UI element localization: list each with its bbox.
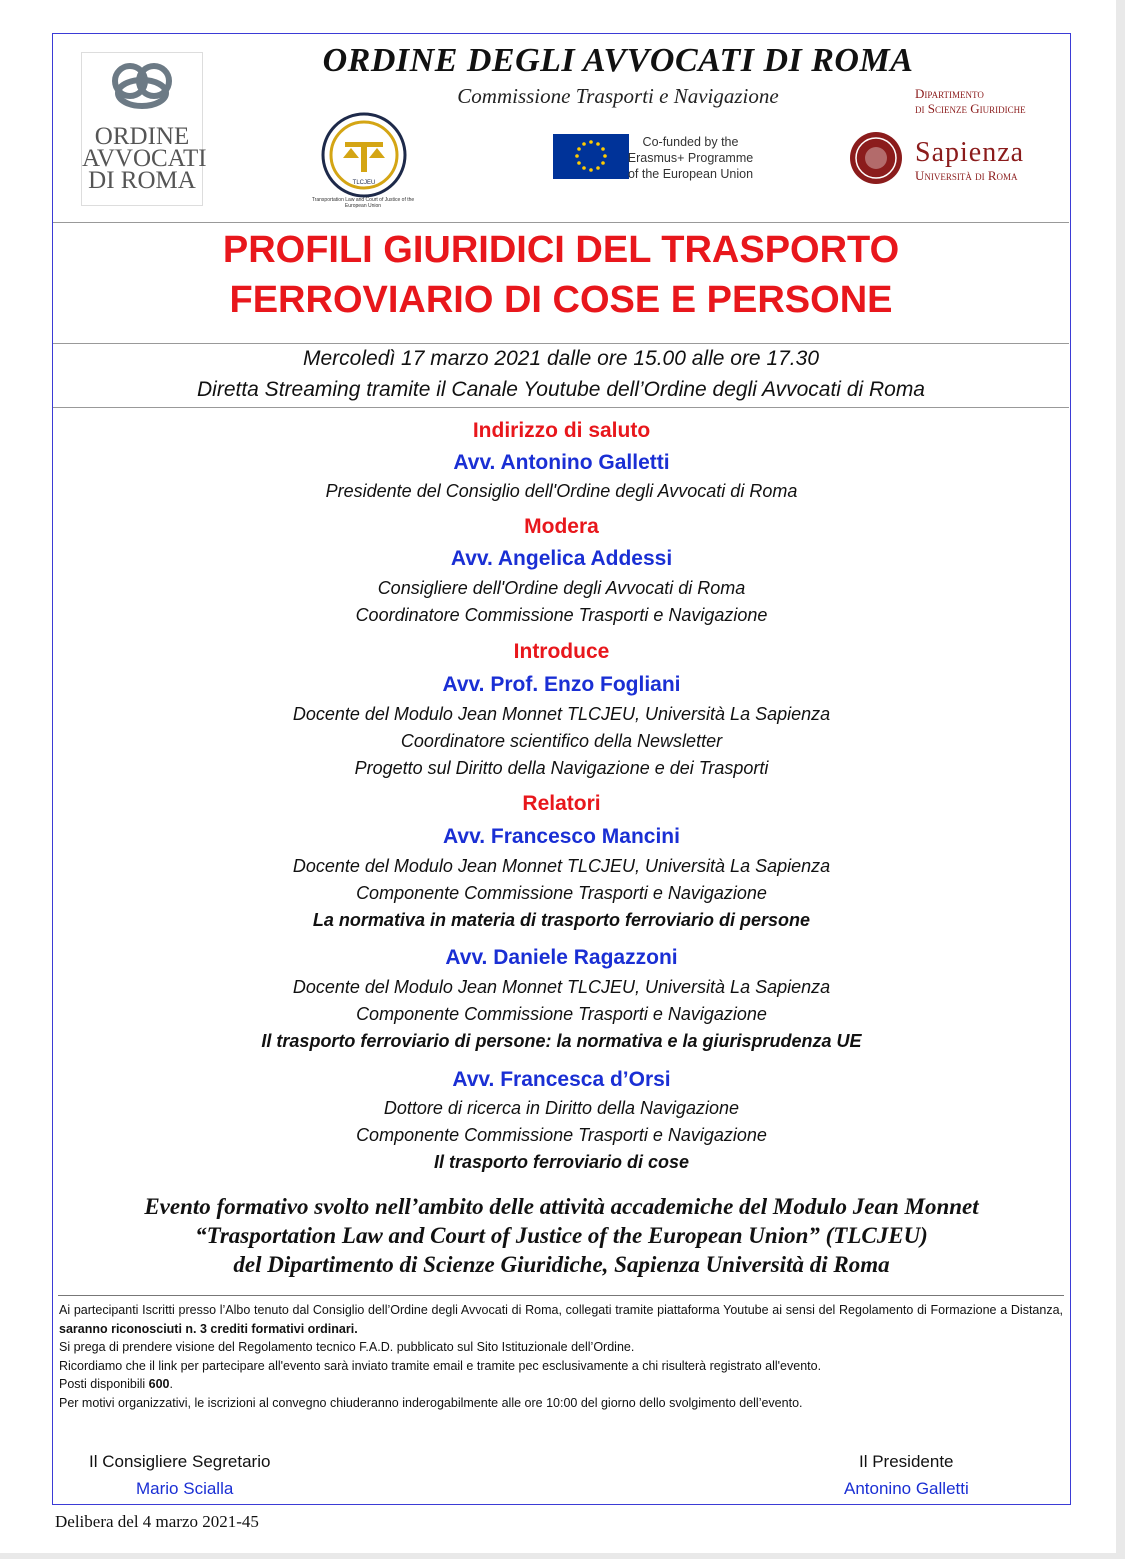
relatore-3-name: Avv. Francesca d’Orsi (452, 1068, 671, 1091)
closing-line-1: Evento formativo svolto nell’ambito delle attività accademiche del Modulo Jean Monnet (144, 1194, 979, 1219)
signature-right-title: Il Presidente (859, 1452, 954, 1471)
introduce-role-1: Docente del Modulo Jean Monnet TLCJEU, Università La Sapienza (292, 704, 831, 724)
org-title: ORDINE DEGLI AVVOCATI DI ROMA (322, 42, 914, 79)
modera-role-2: Coordinatore Commissione Trasporti e Navigazione (355, 605, 768, 625)
sapienza-subtitle: Università di Roma (915, 168, 1018, 183)
oar-logo-line2: AVVOCATI (82, 145, 207, 172)
signature-right-name: Antonino Galletti (844, 1479, 969, 1498)
saluto-role: Presidente del Consiglio dell'Ordine degli Avvocati di Roma (325, 481, 798, 501)
seats-label: Posti disponibili (59, 1377, 149, 1391)
modera-heading: Modera (524, 515, 599, 538)
sapienza-name: Sapienza (915, 137, 1025, 168)
tlcjeu-caption: Transportation Law and Court of Justice of the European Union (311, 197, 415, 209)
introduce-role-2: Coordinatore scientifico della Newsletter (400, 731, 723, 751)
saluto-heading: Indirizzo di saluto (472, 419, 651, 442)
erasmus-cofunded-text (623, 134, 758, 182)
link-note: Ricordiamo che il link per partecipare all'evento sarà inviato tramite email e tramite pec esclusivamente a chi risulterà registrato all'evento. (59, 1358, 822, 1373)
relatore-1-topic: La normativa in materia di trasporto ferroviario di persone (312, 910, 811, 930)
credits-text: Ai partecipanti Iscritti presso l’Albo tenuto dal Consiglio dell’Ordine degli Avvocati di Roma, collegati tramite piattaforma Youtube ai sensi del Regolamento di Formazione a Distanza, (59, 1303, 1063, 1317)
poster-frame (52, 33, 1071, 1505)
dip-line2: di Scienze Giuridiche (915, 101, 1026, 116)
event-title-line2: FERROVIARIO DI COSE E PERSONE (229, 279, 893, 321)
event-info-box (53, 342, 1069, 408)
relatore-1-role-1: Docente del Modulo Jean Monnet TLCJEU, Università La Sapienza (292, 856, 831, 876)
dip-line1: Dipartimento (915, 86, 984, 101)
signature-left-title: Il Consigliere Segretario (89, 1452, 271, 1471)
modera-speaker: Avv. Angelica Addessi (450, 547, 673, 570)
fine-print (59, 1301, 1063, 1412)
event-title-line1: PROFILI GIURIDICI DEL TRASPORTO (222, 229, 900, 271)
seats-period: . (169, 1377, 173, 1391)
sapienza-seal-icon (850, 132, 902, 184)
closing-line-2: “Trasportation Law and Court of Justice of the European Union” (TLCJEU) (195, 1223, 928, 1248)
relatore-2-topic: Il trasporto ferroviario di persone: la normativa e la giurisprudenza UE (261, 1031, 862, 1051)
relatore-1-name: Avv. Francesco Mancini (443, 825, 680, 848)
introduce-speaker: Avv. Prof. Enzo Fogliani (442, 673, 681, 696)
credits-paragraph (59, 1301, 1063, 1338)
seats-count: 600 (148, 1377, 170, 1391)
relatore-3-role-2: Componente Commissione Trasporti e Navigazione (356, 1125, 767, 1145)
eu-text-line3: of the European Union (627, 167, 754, 181)
credits-bold: saranno riconosciuti n. 3 crediti formativi ordinari. (59, 1321, 358, 1336)
relatore-2-role-1: Docente del Modulo Jean Monnet TLCJEU, Università La Sapienza (292, 977, 831, 997)
seats-paragraph (59, 1375, 1063, 1394)
knot-emblem-icon (102, 57, 182, 117)
eu-text-line2: Erasmus+ Programme (627, 151, 754, 165)
signature-left-name: Mario Scialla (136, 1479, 234, 1498)
eu-text-line1: Co-funded by the (642, 135, 739, 149)
relatori-heading: Relatori (522, 792, 601, 815)
relatore-1-role-2: Componente Commissione Trasporti e Navigazione (356, 883, 767, 903)
registration-note: Per motivi organizzativi, le iscrizioni al convegno chiuderanno inderogabilmente alle ore 10:00 del giorno dello svolgimento dell’evento. (59, 1395, 803, 1410)
divider (58, 1295, 1064, 1296)
event-streaming: Diretta Streaming tramite il Canale Youtube dell’Ordine degli Avvocati di Roma (197, 378, 925, 401)
relatore-3-role-1: Dottore di ricerca in Diritto della Navigazione (383, 1098, 740, 1118)
relatore-2-name: Avv. Daniele Ragazzoni (445, 946, 678, 969)
relatore-2-role-2: Componente Commissione Trasporti e Navigazione (356, 1004, 767, 1024)
tlcjeu-logo-label: TLCJEU (352, 180, 376, 186)
oar-logo-line3: DI ROMA (88, 167, 196, 194)
relatore-3-topic: Il trasporto ferroviario di cose (433, 1152, 690, 1172)
delibera-note: Delibera del 4 marzo 2021-45 (55, 1512, 259, 1531)
event-date: Mercoledì 17 marzo 2021 dalle ore 15.00 alle ore 17.30 (303, 347, 819, 370)
modera-role-1: Consigliere dell'Ordine degli Avvocati di Roma (377, 578, 746, 598)
eu-flag-icon (553, 134, 629, 179)
closing-line-3: del Dipartimento di Scienze Giuridiche, Sapienza Università di Roma (233, 1252, 890, 1277)
tlcjeu-logo (321, 112, 407, 198)
oar-logo-line1: ORDINE (94, 123, 190, 150)
dipartimento-label (915, 86, 1026, 116)
introduce-role-3: Progetto sul Diritto della Navigazione e dei Trasporti (354, 758, 769, 778)
introduce-heading: Introduce (513, 640, 610, 663)
event-title-box (53, 222, 1069, 344)
commission-subtitle: Commissione Trasporti e Navigazione (457, 84, 779, 108)
ordine-avvocati-logo (81, 52, 207, 206)
regolamento-note: Si prega di prendere visione del Regolamento tecnico F.A.D. pubblicato sul Sito Istituzionale dell’Ordine. (59, 1340, 635, 1354)
saluto-speaker: Avv. Antonino Galletti (453, 451, 670, 474)
